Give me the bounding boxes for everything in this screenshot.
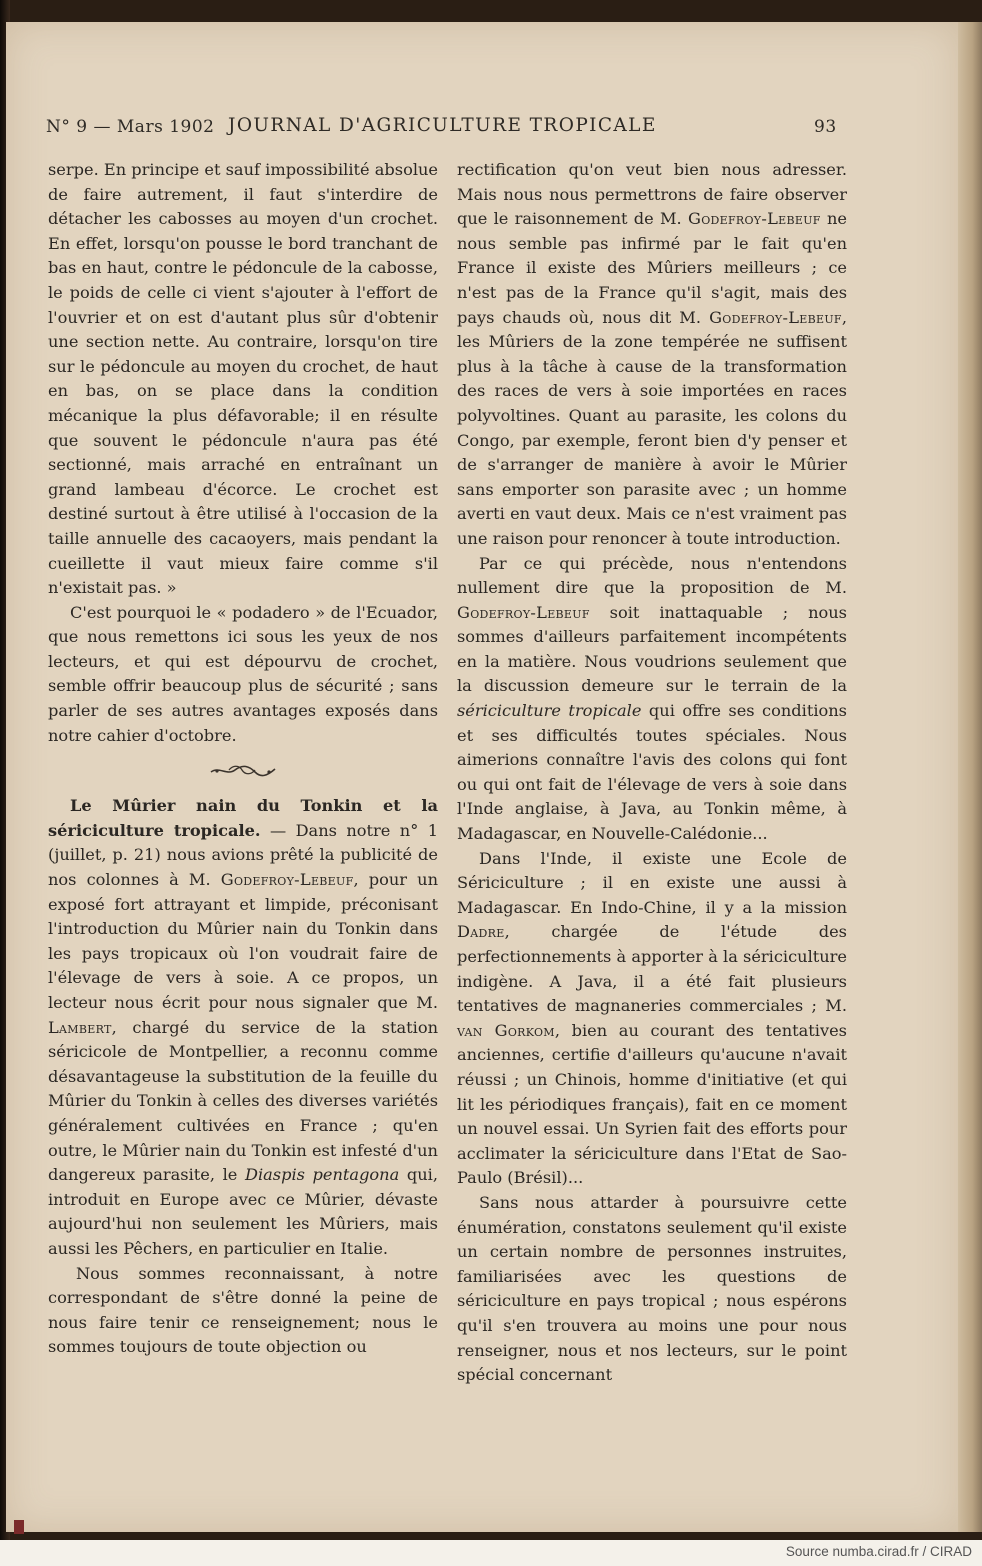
author-name: Godefroy-Lebeuf bbox=[687, 209, 821, 229]
article-title: Le Mûrier nain du Tonkin et la sériciculture tropicale. bbox=[48, 796, 438, 840]
paragraph-proposition: Par ce qui précède, nous n'entendons nullement dire que la proposition de M. Godefroy-Lebeuf soit inattaquable ; nous sommes d'ailleurs parfaitement incompétents en la matière. Nous voudrions seulement que la discussion demeure sur le terrain de la sériciculture tropicale qui offre ses conditions et ses difficultés toutes spéciales. Nous aimerions connaître l'avis des colons qui font ou qui ont fait de l'élevage de vers à soie dans l'Inde anglaise, à Java, au Tonkin même, à Madagascar, en Nouvelle-Calédonie... bbox=[457, 553, 847, 844]
issue-date: N° 9 — Mars 1902 bbox=[46, 117, 215, 137]
person-name: Lambert bbox=[48, 1017, 112, 1037]
paragraph-podadero: C'est pourquoi le « podadero » de l'Ecuador, que nous remettons ici sous les yeux de nos lecteurs, et qui est dépourvu de crochet, semble offrir beaucoup plus de sécurité ; sans parler de ses autres avantages exposés dans notre cahier d'octobre. bbox=[48, 602, 438, 745]
person-name: Dadre bbox=[457, 922, 505, 942]
corner-mark bbox=[14, 1520, 24, 1534]
species-name: Diaspis pentagona bbox=[244, 1165, 400, 1185]
author-name: Godefroy-Lebeuf bbox=[457, 602, 590, 622]
right-column bbox=[457, 158, 847, 1388]
paragraph-murier-tonkin: Le Mûrier nain du Tonkin et la sériciculture tropicale. — Dans notre n° 1 (juillet, p. 21) nous avions prêté la publicité de nos colonnes à M. Godefroy-Lebeuf, pour un exposé fort attrayant et limpide, préconisant l'introduction du Mûrier nain du Tonkin dans les pays tropicaux où l'on voudrait faire de l'élevage de vers à soie. A ce propos, un lecteur nous écrit pour nous signaler que M. Lambert, chargé du service de la station séricicole de Montpellier, a reconnu comme désavantageuse la substitution de la feuille du Mûrier du Tonkin à celles des diverses variétés généralement cultivées en France ; qu'en outre, le Mûrier nain du Tonkin est infesté d'un dangereux parasite, le Diaspis pentagona qui, introduit en Europe avec ce Mûrier, dévaste aujourd'hui non seulement les Mûriers, mais aussi les Pêchers, en particulier en Italie. bbox=[48, 796, 439, 1258]
source-credit: Source numba.cirad.fr / CIRAD bbox=[785, 1544, 972, 1559]
author-name: Godefroy-Lebeuf bbox=[709, 307, 842, 327]
person-name: van Gorkom bbox=[457, 1020, 555, 1040]
page-edge bbox=[958, 22, 982, 1532]
paragraph-cacao-harvest: serpe. En principe et sauf impossibilité absolue de faire autrement, il faut s'interdire de détacher les cabosses au moyen d'un crochet. En effet, lorsqu'on pousse le bord tranchant de bas en haut, contre le pédoncule de la cabosse, le poids de celle ci vient s'ajouter à l'effort de l'ouvrier et on est d'autant plus sûr d'obtenir une section nette. Au contraire, lorsqu'on tire sur le pédoncule au moyen du crochet, de haut en bas, on se place dans la condition mécanique la plus défavorable; il en résulte que souvent le pédoncule n'aura pas été sectionné, mais arraché en entraînant un grand lambeau d'écorce. Le crochet est destiné surtout à être utilisé à l'occasion de la taille annuelle des cacaoyers, mais pendant la cueillette il vaut mieux faire comme s'il n'existait pas. » bbox=[48, 160, 438, 598]
left-column bbox=[48, 158, 438, 1360]
ornament-divider bbox=[48, 754, 438, 788]
journal-title: JOURNAL D'AGRICULTURE TROPICALE bbox=[228, 115, 657, 136]
paragraph-rectification: rectification qu'on veut bien nous adresser. Mais nous nous permettrons de faire observer que le raisonnement de M. Godefroy-Lebeuf ne nous semble pas infirmé par le fait qu'en France il existe des Mûriers meilleurs ; ce n'est pas de la France qu'il s'agit, mais des pays chauds où, nous dit M. Godefroy-Lebeuf, les Mûriers de la zone tempérée ne suffisent plus à la tâche à cause de la transformation des races de vers à soie importées en races polyvoltines. Quant au parasite, les colons du Congo, par exemple, feront bien d'y penser et de s'arranger de manière à avoir le Mûrier sans emporter son parasite avec ; un homme averti en vaut deux. Mais ce n'est vraiment pas une raison pour renoncer à toute introduction. bbox=[457, 160, 847, 548]
author-name: Godefroy-Lebeuf bbox=[220, 870, 354, 890]
page-header bbox=[46, 115, 838, 145]
paragraph-reconnaissant: Nous sommes reconnaissant, à notre correspondant de s'être donné la peine de nous faire tenir ce renseignement; nous le sommes toujours de toute objection ou bbox=[48, 1263, 438, 1357]
flourish-icon bbox=[209, 764, 277, 778]
paragraph-inde: Dans l'Inde, il existe une Ecole de Sériciculture ; il en existe une aussi à Madagascar. En Indo-Chine, il y a la mission Dadre, chargée de l'étude des perfectionnements à apporter à la sériciculture indigène. A Java, il a été fait plusieurs tentatives de magnaneries commerciales ; M. van Gorkom, bien au courant des tentatives anciennes, certifie d'ailleurs qu'aucune n'avait réussi ; un Chinois, homme d'initiative (et qui lit les périodiques français), fait en ce moment un nouvel essai. Un Syrien fait des efforts pour acclimater la sériciculture dans l'Etat de Sao-Paulo (Brésil)... bbox=[457, 848, 847, 1188]
paragraph-enumeration: Sans nous attarder à poursuivre cette énumération, constatons seulement qu'il existe un certain nombre de personnes instruites, familiarisées avec les questions de sériciculture en pays tropical ; nous espérons qu'il s'en trouvera au moins une pour nous renseigner, nous et nos lecteurs, sur le point spécial concernant bbox=[457, 1192, 847, 1385]
page-number: 93 bbox=[814, 117, 837, 137]
emphasis-term: sériciculture tropicale bbox=[457, 701, 642, 721]
